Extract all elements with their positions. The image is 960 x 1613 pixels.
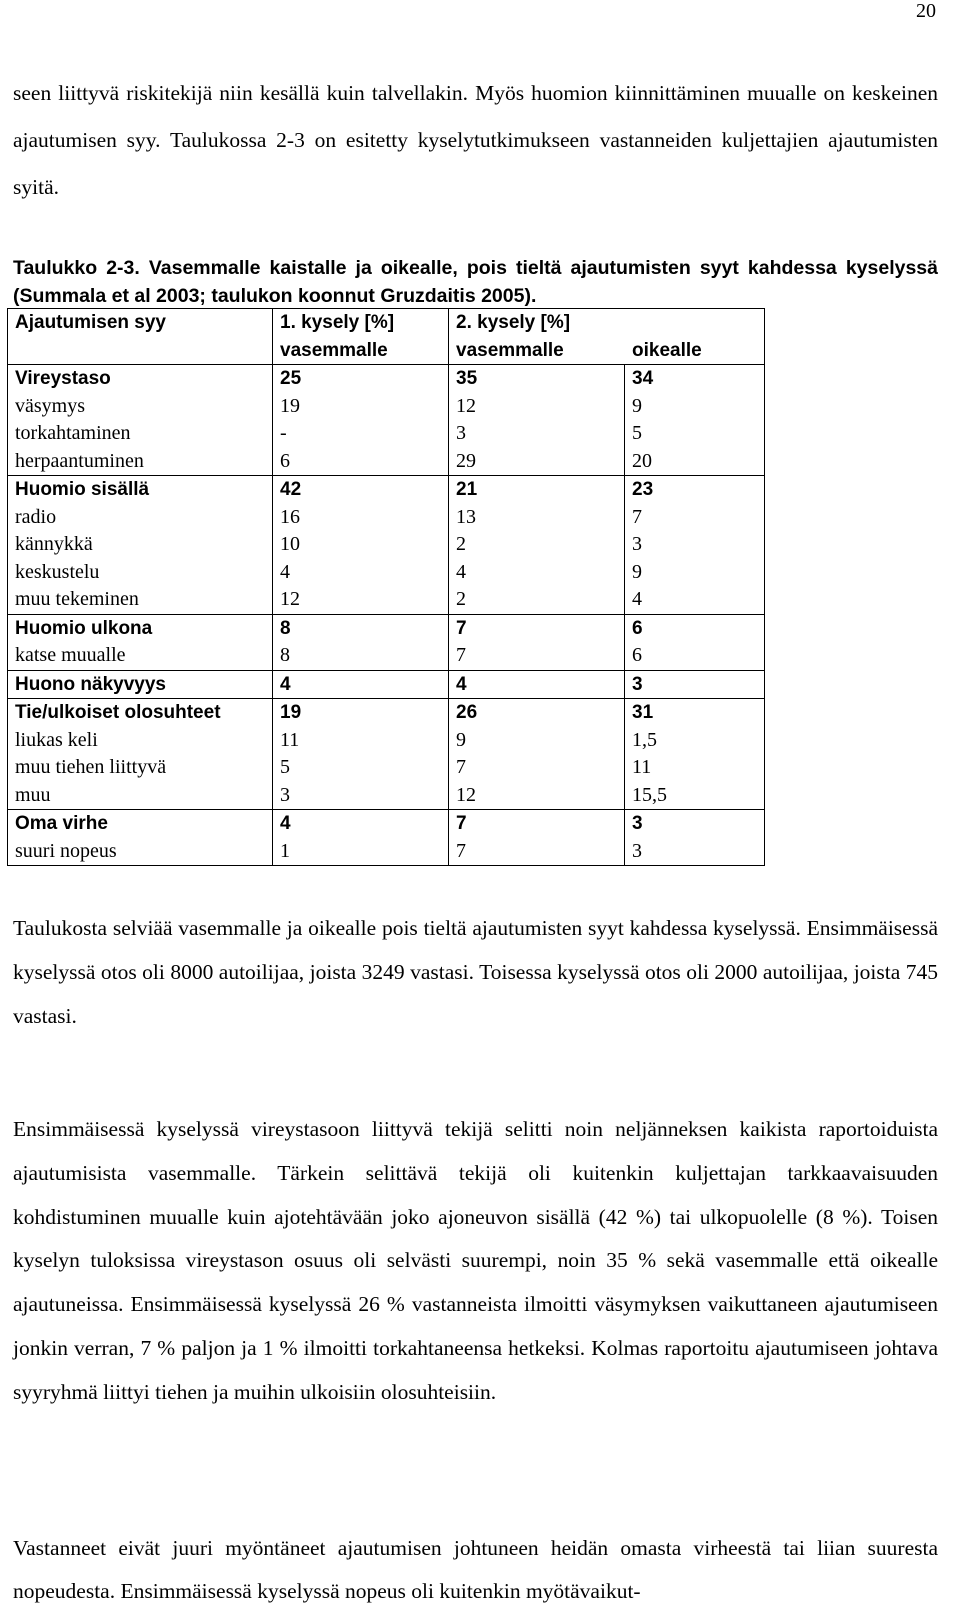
survey2-right-cell xyxy=(625,365,765,476)
survey2-right-cell xyxy=(625,476,765,615)
page-number: 20 xyxy=(916,0,936,22)
item-value: 7 xyxy=(456,644,466,666)
header-cause: Ajautumisen syy xyxy=(8,309,273,365)
survey2-left-cell xyxy=(449,365,625,476)
item-value: 9 xyxy=(632,394,642,417)
item-value: katse muualle xyxy=(15,644,126,666)
item-value: 13 xyxy=(456,505,476,528)
item-value: muu tiehen liittyvä xyxy=(15,756,167,778)
item-value: 3 xyxy=(280,783,290,806)
group-value: 34 xyxy=(632,368,654,389)
item-value: herpaantuminen xyxy=(15,449,144,472)
group-value: 3 xyxy=(632,813,643,834)
table-row xyxy=(8,699,765,810)
survey1-left-cell xyxy=(273,365,449,476)
group-value: 42 xyxy=(280,479,302,500)
item-value: 4 xyxy=(456,560,466,583)
item-value: radio xyxy=(15,505,57,528)
item-value: 12 xyxy=(456,783,476,806)
item-value: 12 xyxy=(280,588,300,610)
table-row xyxy=(8,365,765,476)
survey2-left-cell xyxy=(449,699,625,810)
item-value: väsymys xyxy=(15,394,85,417)
group-value: Oma virhe xyxy=(15,813,108,834)
cause-cell xyxy=(8,670,273,699)
survey2-left-cell xyxy=(449,614,625,670)
group-value: Huomio sisällä xyxy=(15,479,150,500)
item-value: 5 xyxy=(280,756,290,778)
item-value: 5 xyxy=(632,422,642,444)
header-survey-2: 2. kysely [%] vasemmalle oikealle xyxy=(449,309,765,365)
survey2-left-cell xyxy=(449,670,625,699)
item-value: 4 xyxy=(280,560,290,583)
survey1-left-cell xyxy=(273,476,449,615)
item-value: 3 xyxy=(632,533,642,555)
survey2-right-cell xyxy=(625,614,765,670)
item-value: 4 xyxy=(632,588,642,610)
group-value: 26 xyxy=(456,702,478,723)
group-value: 25 xyxy=(280,368,302,389)
group-value: 3 xyxy=(632,673,643,695)
item-value: 1,5 xyxy=(632,728,657,751)
item-value: 3 xyxy=(632,839,642,862)
survey1-left-cell xyxy=(273,670,449,699)
group-value: 23 xyxy=(632,479,654,500)
item-value: 29 xyxy=(456,449,476,472)
group-value: 8 xyxy=(280,617,291,639)
group-value: 7 xyxy=(456,813,467,834)
group-value: Tie/ulkoiset olosuhteet xyxy=(15,702,221,723)
item-value: keskustelu xyxy=(15,560,100,583)
table-row xyxy=(8,476,765,615)
item-value: - xyxy=(280,422,287,444)
paragraph-table-summary: Taulukosta selviää vasemmalle ja oikealle pois tieltä ajautumisten syyt kahdessa kyselyssä. Ensimmäisessä kyselyssä otos oli 8000 autoilijaa, joista 3249 vastasi. Toisessa kyselyssä otos oli 2000 autoilijaa, joista 745 vastasi. xyxy=(13,916,938,1028)
group-value: 6 xyxy=(632,617,643,639)
paragraph-own-error: Vastanneet eivät juuri myöntäneet ajautumisen johtuneen heidän omasta virheestä tai liian suuresta nopeudesta. Ensimmäisessä kyselyssä nopeus oli kuitenkin myötävaikut- xyxy=(13,1536,938,1603)
cause-cell xyxy=(8,614,273,670)
survey1-left-cell xyxy=(273,810,449,866)
cause-cell xyxy=(8,365,273,476)
survey1-left-cell xyxy=(273,614,449,670)
item-value: 6 xyxy=(632,644,642,666)
item-value: 1 xyxy=(280,839,290,862)
survey2-right-cell xyxy=(625,699,765,810)
item-value: 12 xyxy=(456,394,476,417)
table-row xyxy=(8,810,765,866)
cause-cell xyxy=(8,699,273,810)
item-value: suuri nopeus xyxy=(15,839,117,862)
item-value: 20 xyxy=(632,449,652,472)
group-value: 35 xyxy=(456,368,478,389)
survey1-left-cell xyxy=(273,699,449,810)
table-header-row xyxy=(8,309,765,365)
group-value: 7 xyxy=(456,617,467,639)
item-value: 11 xyxy=(280,728,300,751)
survey2-right-cell xyxy=(625,670,765,699)
item-value: 8 xyxy=(280,644,290,666)
paragraph-results: Ensimmäisessä kyselyssä vireystasoon liittyvä tekijä selitti noin neljänneksen kaikista raportoiduista ajautumisista vasemmalle. Tärkein selittävä tekijä oli kuitenkin kuljettajan tarkkaavaisuuden kohdistuminen muualle kuin ajotehtävään joko ajoneuvon sisällä (42 %) tai ulkopuolelle (8 %). Toisen kyselyn tuloksissa vireystason osuus oli selvästi suurempi, noin 35 % sekä vasemmalle että oikealle ajautuneissa. Ensimmäisessä kyselyssä 26 % vastanneista ilmoitti väsymyksen vaikuttaneen ajautumiseen jonkin verran, 7 % paljon ja 1 % ilmoitti torkahtaneensa hetkeksi. Kolmas raportoitu ajautumiseen johtava syyryhmä liittyi tiehen ja muihin ulkoisiin olosuhteisiin. xyxy=(13,1117,938,1404)
item-value: 7 xyxy=(456,839,466,862)
item-value: 2 xyxy=(456,588,466,610)
item-value: 19 xyxy=(280,394,300,417)
item-value: 3 xyxy=(456,422,466,444)
item-value: kännykkä xyxy=(15,533,93,555)
item-value: 7 xyxy=(632,505,642,528)
cause-cell xyxy=(8,810,273,866)
item-value: 11 xyxy=(632,756,652,778)
results-table xyxy=(7,308,765,866)
survey2-right-cell xyxy=(625,810,765,866)
table-row xyxy=(8,670,765,699)
group-value: 19 xyxy=(280,702,302,723)
item-value: 9 xyxy=(456,728,466,751)
group-value: 21 xyxy=(456,479,478,500)
group-value: 4 xyxy=(280,813,291,834)
group-value: 31 xyxy=(632,702,654,723)
table-row xyxy=(8,614,765,670)
group-value: Vireystaso xyxy=(15,368,111,389)
item-value: liukas keli xyxy=(15,728,98,751)
item-value: 16 xyxy=(280,505,300,528)
survey2-left-cell xyxy=(449,810,625,866)
item-value: 10 xyxy=(280,533,300,555)
table-caption: Taulukko 2-3. Vasemmalle kaistalle ja oikealle, pois tieltä ajautumisten syyt kahdessa kyselyssä (Summala et al 2003; taulukon koonnut Gruzdaitis 2005). xyxy=(13,257,938,307)
survey2-left-cell xyxy=(449,476,625,615)
group-value: 4 xyxy=(456,673,467,695)
item-value: muu tekeminen xyxy=(15,588,139,610)
item-value: 9 xyxy=(632,560,642,583)
item-value: 2 xyxy=(456,533,466,555)
item-value: 6 xyxy=(280,449,290,472)
item-value: 7 xyxy=(456,756,466,778)
cause-cell xyxy=(8,476,273,615)
group-value: Huono näkyvyys xyxy=(15,673,166,695)
header-survey-1: 1. kysely [%] vasemmalle xyxy=(273,309,449,365)
item-value: muu xyxy=(15,783,51,806)
paragraph-intro: seen liittyvä riskitekijä niin kesällä kuin talvellakin. Myös huomion kiinnittäminen muualle on keskeinen ajautumisen syy. Taulukossa 2-3 on esitetty kyselytutkimukseen vastanneiden kuljettajien ajautumisten syitä. xyxy=(13,81,938,199)
item-value: torkahtaminen xyxy=(15,422,131,444)
item-value: 15,5 xyxy=(632,783,667,806)
group-value: 4 xyxy=(280,673,291,695)
group-value: Huomio ulkona xyxy=(15,617,153,639)
